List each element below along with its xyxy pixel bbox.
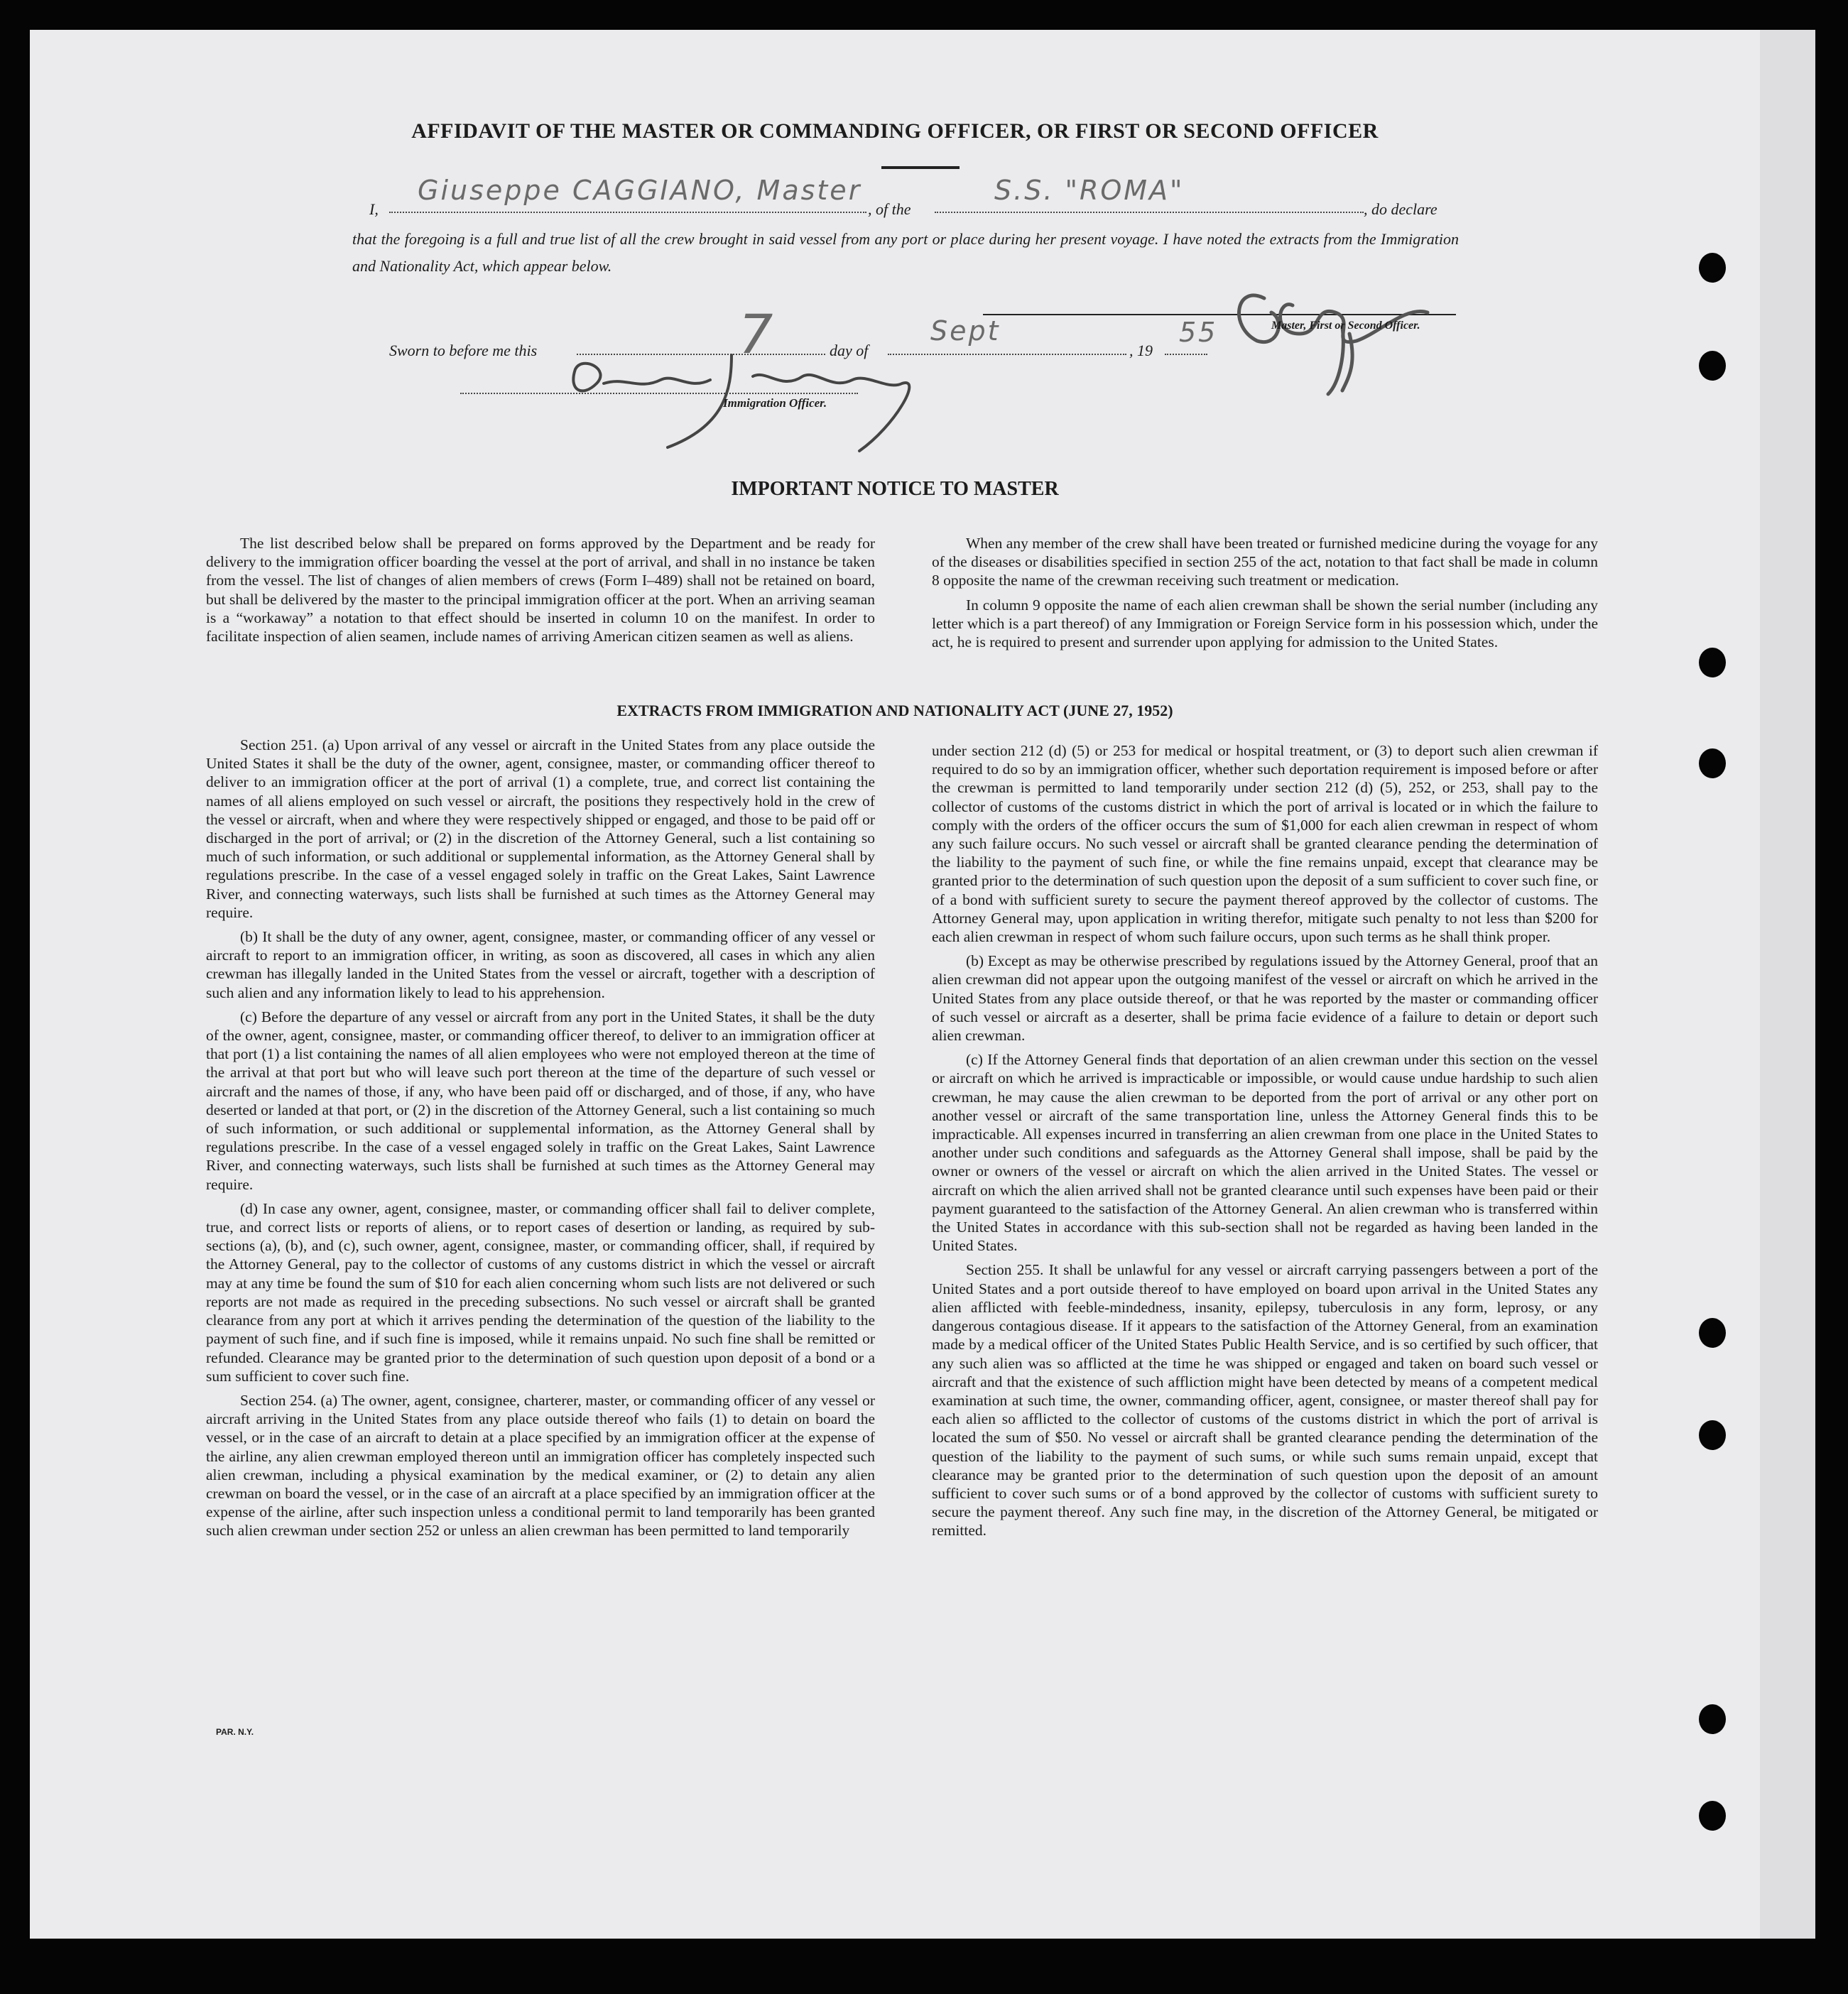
punch-hole: [1699, 351, 1726, 381]
of-the-label: , of the: [868, 200, 911, 218]
extracts-left-column: [206, 736, 875, 1546]
punch-hole: [1699, 1704, 1726, 1734]
year-line: [1165, 354, 1207, 355]
extracts-title: EXTRACTS FROM IMMIGRATION AND NATIONALITY ACT (JUNE 27, 1952): [616, 702, 1173, 719]
sworn-label: Sworn to before me this: [389, 342, 538, 359]
section-255: Section 255. It shall be unlawful for any vessel or aircraft carrying passengers between a port of the United States and a port outside thereof to have employed on board upon arrival in the United States any alien afflicted with feeble-mindedness, insanity, epilepsy, tuberculosis in any form, leprosy, or any dangerous contagious disease. If it appears to the satisfaction of the Attorney General, from an examination made by a medical officer of the United States Public Health Service, and is so certified by such officer, that any such alien was so afflicted at the time he was shipped or engaged and taken on board such vessel or aircraft and that the existence of such affliction might have been detected by means of a competent medical examination at such time, the owner, commanding officer, agent, consignee, or master thereof shall pay for each alien so afflicted to the collector of customs of the customs district in which the port of arrival is located the sum of $50. No vessel or aircraft shall be granted clearance pending the determination of the question of the liability to the payment of such sums, or while such sums remain unpaid, except that clearance may be granted prior to the determination of such question upon the deposit of an amount sufficient to cover such sums or of a bond approved by the collector of customs with sufficient surety to secure the payment thereof. Any such fine may, in the discretion of the Attorney General, be mitigated or remitted.: [932, 1261, 1598, 1540]
punch-hole: [1699, 648, 1726, 677]
declaration-statement: that the foregoing is a full and true list of all the crew brought in said vessel from any port or place during her present voyage. I have noted the extracts from the Immigration and Nationality Act, which appear below.: [352, 230, 1459, 275]
section-251-b: (b) It shall be the duty of any owner, agent, consignee, master, or commanding officer of any vessel or aircraft to report to an immigration officer, in writing, as soon as discovered, all cases in which any alien crewman has illegally landed in the United States from the vessel or aircraft, together with a description of such alien and any information likely to lead to his apprehension.: [206, 928, 875, 1001]
section-254-b: (b) Except as may be otherwise prescribed by regulations issued by the Attorney General, proof that an alien crewman did not appear upon the outgoing manifest of the vessel or aircraft on which he arrived in the United States from any place outside thereof, or that he was reported by the master or commanding officer of such vessel or aircraft as a deserter, shall be prima facie evidence of a failure to detain or deport such alien crewman.: [932, 952, 1598, 1045]
affidavit-title: AFFIDAVIT OF THE MASTER OR COMMANDING OFFICER, OR FIRST OR SECOND OFFICER: [411, 119, 1379, 143]
officer-caption: Master, First or Second Officer.: [1271, 320, 1420, 332]
master-name-handwritten: Giuseppe CAGGIANO, Master: [418, 175, 862, 206]
notice-left-column: [206, 534, 875, 651]
notice-right-column: [932, 534, 1598, 657]
section-254-a: Section 254. (a) The owner, agent, consignee, charterer, master, or commanding officer of any vessel or aircraft arriving in the United States from any place outside thereof who fails (1) to detain on board the vessel, or in the case of an aircraft to detain at a place specified by an immigration officer at the expense of the airline, any alien crewman employed thereon until an immigration officer has completely inspected such alien crewman, including a physical examination by the medical examiner, or (2) to detain any alien crewman on board the vessel, or in the case of an aircraft at a place specified by an immigration officer at the expense of the airline, after such inspection unless a conditional permit to land temporarily has been granted such alien crewman under section 252 or unless an alien crewman has been permitted to land temporarily: [206, 1391, 875, 1540]
punch-hole: [1699, 1801, 1726, 1831]
do-declare-label: , do declare: [1364, 200, 1437, 218]
printer-mark: PAR. N.Y.: [216, 1727, 254, 1737]
notice-right-text-1: When any member of the crew shall have been treated or furnished medicine during the voyage for any of the diseases or disabilities specified in section 255 of the act, notation to that fact shall be made in column 8 opposite the name of the crewman receiving such treatment or medication.: [932, 535, 1598, 589]
punch-hole: [1699, 253, 1726, 283]
immigration-caption: Immigration Officer.: [723, 396, 827, 410]
notice-title: IMPORTANT NOTICE TO MASTER: [731, 478, 1059, 500]
punch-hole: [1699, 748, 1726, 778]
title-rule: [881, 166, 960, 169]
master-name-line: [389, 212, 866, 213]
declare-prefix: I,: [369, 200, 379, 218]
section-254-a-cont: under section 212 (d) (5) or 253 for medical or hospital treatment, or (3) to deport such alien crewman if required to do so by an immigration officer, whether such deportation requirement is imposed before or after the crewman is permitted to land temporarily under section 212 (d) (5), 252, or 253, shall pay to the collector of customs of the customs district in which the port of arrival is located or in which the failure to comply with the orders of the officer occurs the sum of $1,000 for each alien crewman in respect of whom any such failure occurs. No such vessel or aircraft shall be granted clearance pending the determination of the liability to the payment of such fine, or while the fine remains unpaid, except that clearance may be granted prior to the determination of such question upon the deposit of a sum sufficient to cover such fine, or of a bond with sufficient surety to secure the payment thereof approved by the collector of customs. The Attorney General may, upon application in writing therefor, mitigate such penalty to not less than $200 for each alien crewman in respect of whom such failure occurs, upon such terms as he shall think proper.: [932, 742, 1598, 946]
page-edge: [1760, 30, 1815, 1939]
day-handwritten: 7: [739, 303, 776, 366]
punch-hole: [1699, 1420, 1726, 1450]
punch-hole: [1699, 1318, 1726, 1348]
notice-right-text-2: In column 9 opposite the name of each alien crewman shall be shown the serial number (including any letter which is a part thereof) of any Immigration or Foreign Service form in his possession which, under the act, he is required to present and surrender upon applying for admission to the United States.: [932, 596, 1598, 651]
day-of-label: day of: [830, 342, 869, 359]
vessel-handwritten: S.S. "ROMA": [994, 175, 1185, 206]
notice-left-text: The list described below shall be prepared on forms approved by the Department and be ready for delivery to the immigration officer boarding the vessel at the port of arrival, and shall in no instance be taken from the vessel. The list of changes of alien members of crews (Form I–489) shall not be retained on board, but shall be delivered by the master to the principal immigration officer at the port. When an arriving seaman is a “workaway” a notation to that effect should be inserted in column 10 on the manifest. In order to facilitate inspection of alien seamen, include names of arriving American citizen seamen as well as aliens.: [206, 535, 875, 645]
section-251-c: (c) Before the departure of any vessel or aircraft from any port in the United States, it shall be the duty of the owner, agent, consignee, master, or commanding officer thereof, to deliver to an immigration officer at that port (1) a list containing the names of all alien employees who were not employed thereon at the time of the arrival at that port but who will leave such port thereon at the time of the departure of such vessel or aircraft and the names of those, if any, who have been paid off or discharged, and of those, if any, who have deserted or landed at that port, or (2) in the discretion of the Attorney General, such a list containing so much of such information, or such additional or supplemental information, as the Attorney General shall by regulations prescribe. In the case of a vessel engaged solely in traffic on the Great Lakes, Saint Lawrence River, and connecting waterways, such lists shall be furnished at such times as the Attorney General may require.: [206, 1008, 875, 1193]
vessel-line: [935, 212, 1364, 213]
section-251-d: (d) In case any owner, agent, consignee, master, or commanding officer shall fail to deliver complete, true, and correct lists or reports of aliens, or to report cases of desertion or landing, as required by sub-sections (a), (b), and (c), such owner, agent, consignee, master, or commanding officer, shall, if required by the Attorney General, pay to the collector of customs of any customs district in which the vessel or aircraft may at any time be found the sum of $10 for each alien concerning whom such lists are not delivered or such reports are not made as required in the preceding subsections. No such vessel or aircraft shall be granted clearance from any port at which it arrives pending the determination of the question of the liability to the payment of such fine, and if such fine is imposed, while it remains unpaid. No such fine shall be remitted or refunded. Clearance may be granted prior to the determination of such question upon deposit of a bond or a sum sufficient to cover such fine.: [206, 1199, 875, 1385]
year-handwritten: 55: [1179, 317, 1218, 348]
section-254-c: (c) If the Attorney General finds that deportation of an alien crewman under this section on the vessel or aircraft on which he arrived is impracticable or impossible, or would cause undue hardship to such alien crewman, he may cause the alien crewman to be deported from the port of arrival or any other port on another vessel or aircraft of the same transportation line, unless the Attorney General finds this to be impracticable. All expenses incurred in transferring an alien crewman from one place in the United States to another under such conditions and safeguards as the Attorney General shall impose, shall be paid by the owner or owners of the vessel or aircraft on which the alien arrived in the United States. The vessel or aircraft on which the alien arrived shall not be granted clearance until such expenses have been paid or their payment guaranteed to the satisfaction of the Attorney General. An alien crewman who is transferred within the United States in accordance with this sub-section shall not be regarded as having been landed in the United States.: [932, 1051, 1598, 1255]
year-label: , 19: [1129, 342, 1153, 359]
month-handwritten: Sept: [930, 315, 1001, 347]
extracts-right-column: [932, 741, 1598, 1546]
section-251-a: Section 251. (a) Upon arrival of any vessel or aircraft in the United States from any place outside the United States it shall be the duty of the owner, agent, consignee, master, or commanding officer thereof to deliver to an immigration officer at the port of arrival (1) a complete, true, and correct list containing the names of all aliens employed on such vessel or aircraft, the positions they respectively hold in the crew of the vessel or aircraft, when and where they were respectively shipped or engaged, and those to be paid off or discharged in the port of arrival; or (2) in the discretion of the Attorney General, such a list containing so much of such information, or such additional or supplemental information, as the Attorney General shall by regulations prescribe. In the case of a vessel engaged solely in traffic on the Great Lakes, Saint Lawrence River, and connecting waterways, such lists shall be furnished at such times as the Attorney General may require.: [206, 736, 875, 921]
